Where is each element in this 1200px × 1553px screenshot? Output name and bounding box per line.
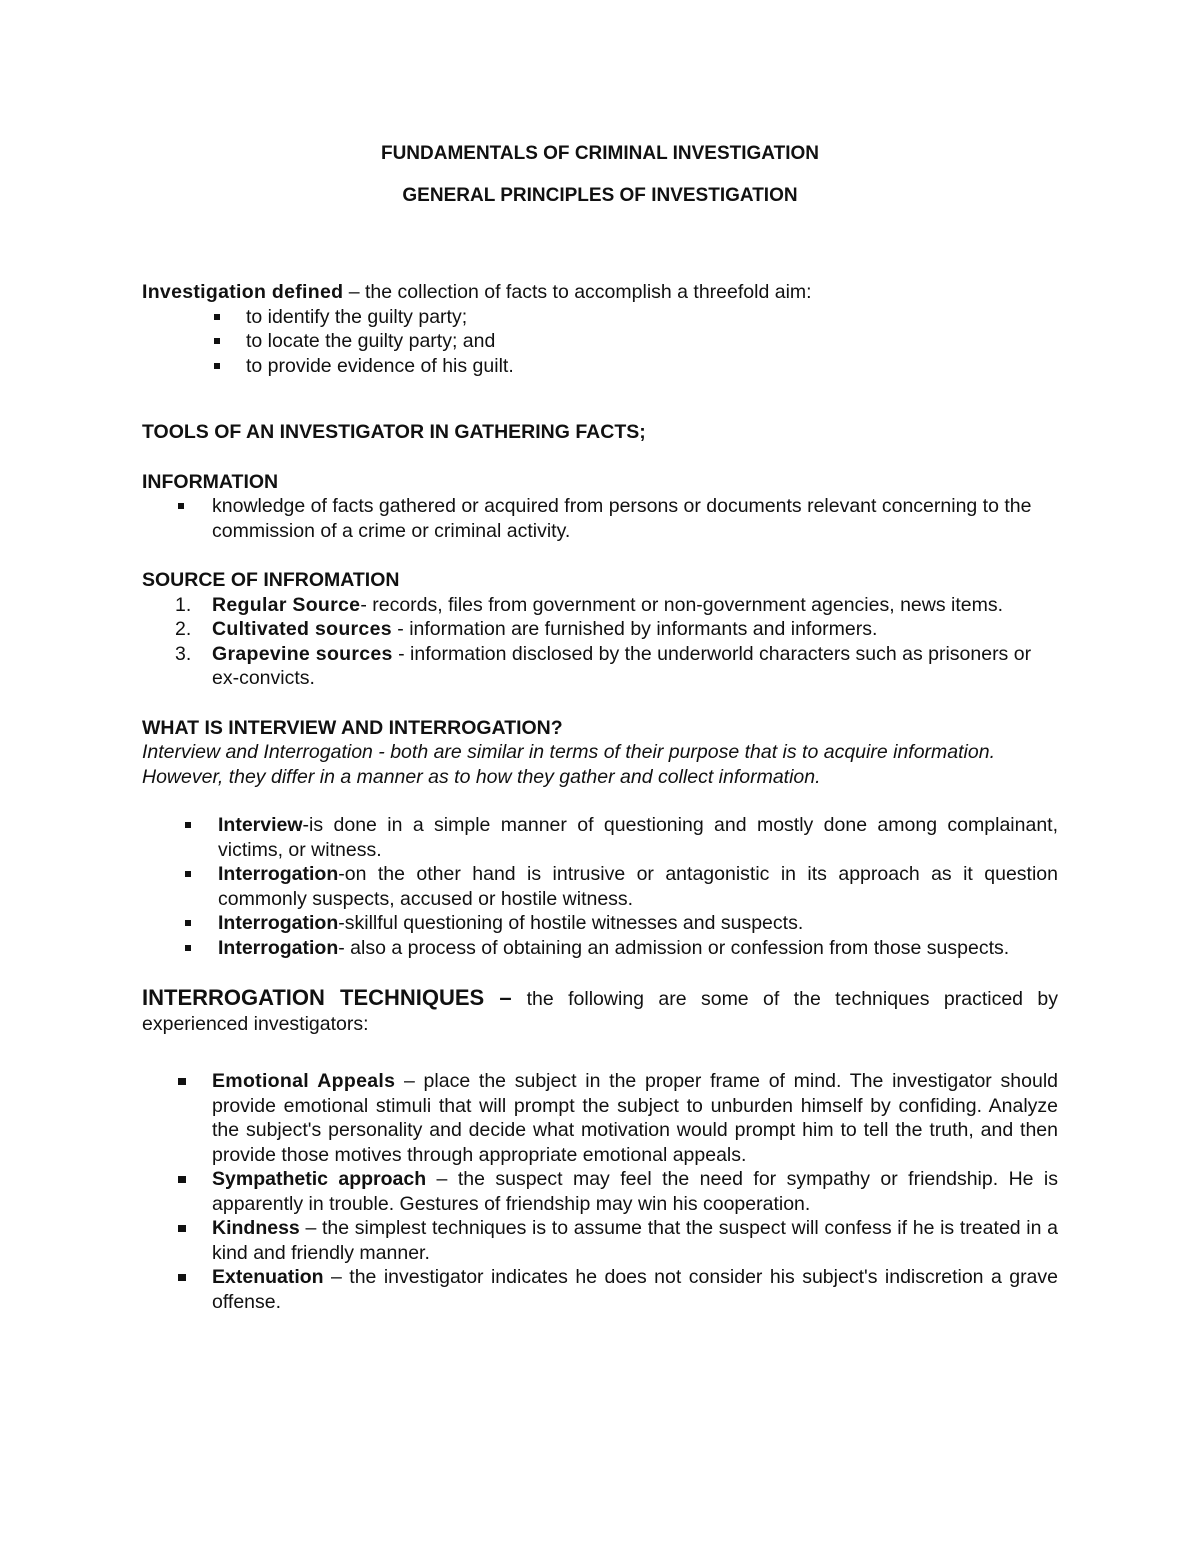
information-list	[142, 494, 1058, 543]
item-term: Grapevine sources	[212, 642, 393, 665]
techniques-paragraph	[142, 985, 1058, 1037]
item-term: Interrogation	[218, 863, 339, 885]
item-term: Emotional Appeals	[212, 1070, 396, 1092]
techniques-heading: INTERROGATION TECHNIQUES –	[142, 985, 527, 1010]
item-text: -on the other hand is intrusive or antagonistic in its approach as it question commonly suspects, accused or hostile witness.	[218, 863, 1058, 910]
document-title: FUNDAMENTALS OF CRIMINAL INVESTIGATION	[380, 143, 820, 164]
item-text: – the investigator indicates he does not consider his subject's indiscretion a grave offense.	[212, 1266, 1058, 1313]
item-text: - information disclosed by the underworld characters such as prisoners or ex-convicts.	[212, 642, 1032, 689]
techniques-list	[142, 1069, 1058, 1314]
item-text: – place the subject in the proper frame of mind. The investigator should provide emotional stimuli that will prompt the subject to unburden himself by confiding. Analyze the subject's personality and decide what motivation would prompt him to tell the truth, and then provide those motives through appropriate emotional appeals.	[212, 1070, 1058, 1166]
definition-list	[142, 305, 1058, 379]
techniques-intro: the following are some of the techniques practiced by experienced investigators:	[142, 988, 1058, 1035]
item-text: - also a process of obtaining an admission or confession from those suspects.	[338, 936, 1010, 959]
item-term: Cultivated sources	[212, 618, 392, 640]
source-heading: SOURCE OF INFROMATION	[142, 569, 400, 591]
list-item	[142, 642, 1058, 691]
list-item	[142, 617, 1058, 642]
list-item	[142, 593, 1058, 618]
list-item	[142, 1265, 1058, 1314]
definition-text: – the collection of facts to accomplish a threefold aim:	[343, 281, 812, 303]
list-item	[142, 1216, 1058, 1265]
tools-heading: TOOLS OF AN INVESTIGATOR IN GATHERING FACTS;	[142, 421, 646, 443]
item-number: 1.	[175, 593, 192, 616]
item-text: - information are furnished by informants and informers.	[391, 618, 878, 640]
list-item	[142, 936, 1058, 961]
definition-term: Investigation defined	[142, 281, 344, 303]
document-body	[142, 140, 1058, 1314]
item-text: -is done in a simple manner of questioning and mostly done among complainant, victims, or witness.	[218, 814, 1058, 861]
item-text: - records, files from government or non-government agencies, news items.	[360, 593, 1004, 616]
list-item	[142, 1167, 1058, 1216]
list-item	[142, 813, 1058, 862]
item-term: Regular Source	[212, 593, 361, 616]
list-item	[142, 911, 1058, 936]
item-number: 2.	[175, 618, 192, 640]
item-term: Interrogation	[218, 912, 339, 934]
list-item: to provide evidence of his guilt.	[142, 354, 1058, 379]
interview-paragraph: Interview and Interrogation - both are similar in terms of their purpose that is to acquire information. However, they differ in a manner as to how they gather and collect information.	[142, 741, 995, 788]
item-text: – the simplest techniques is to assume that the suspect will confess if he is treated in a kind and friendly manner.	[212, 1217, 1058, 1264]
information-heading: INFORMATION	[142, 470, 279, 493]
document-subtitle: GENERAL PRINCIPLES OF INVESTIGATION	[402, 185, 798, 206]
item-term: Kindness	[212, 1217, 300, 1239]
item-term: Interview	[218, 814, 303, 836]
source-list	[142, 593, 1058, 691]
list-item	[142, 862, 1058, 911]
definition-line	[142, 280, 1058, 305]
item-number: 3.	[175, 642, 192, 665]
item-term: Sympathetic approach	[212, 1168, 427, 1190]
list-item: knowledge of facts gathered or acquired from persons or documents relevant concerning to the commission of a crime or criminal activity.	[142, 494, 1058, 543]
list-item: to identify the guilty party;	[142, 305, 1058, 330]
interview-list	[142, 813, 1058, 960]
list-item	[142, 1069, 1058, 1167]
item-text: – the suspect may feel the need for sympathy or friendship. He is apparently in trouble. Gestures of friendship may win his cooperation.	[212, 1168, 1058, 1215]
list-item: to locate the guilty party; and	[142, 329, 1058, 354]
interview-heading: WHAT IS INTERVIEW AND INTERROGATION?	[142, 716, 563, 739]
item-term: Interrogation	[218, 936, 339, 959]
item-term: Extenuation	[212, 1266, 324, 1288]
item-text: -skillful questioning of hostile witnesses and suspects.	[338, 912, 804, 934]
